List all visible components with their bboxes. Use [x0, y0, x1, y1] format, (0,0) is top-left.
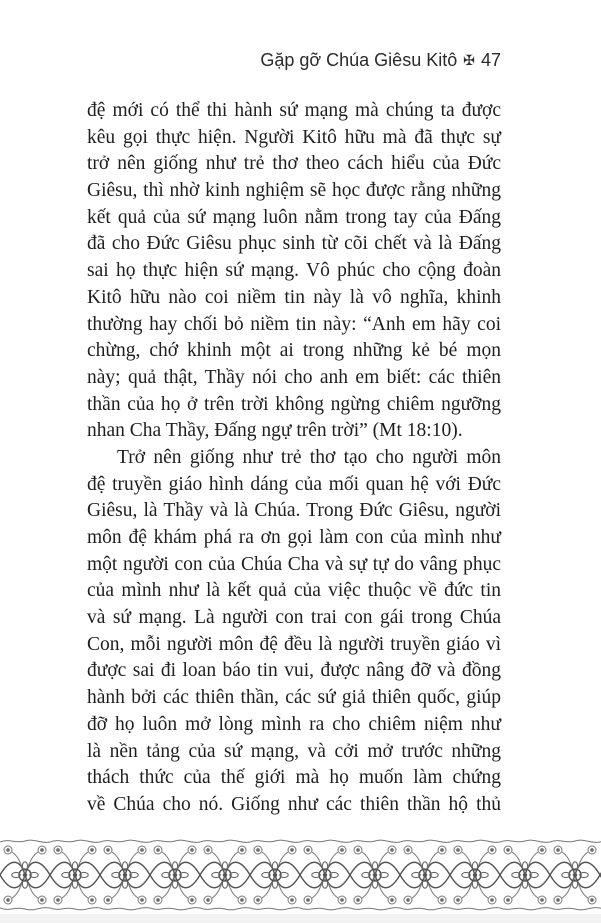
text-line: trở nên giống như trẻ thơ theo cách hiểu của Đức: [87, 153, 501, 175]
text-line: chừng, chớ khinh một ai trong những kẻ bé mọn: [87, 340, 501, 362]
text-line: Kitô hữu nào coi niềm tin này là vô nghĩa, khinh: [87, 286, 501, 308]
text-line: một người con của Chúa Cha và sự tự do vâng phục: [87, 553, 501, 575]
page-bottom-edge: [0, 914, 601, 923]
text-line: Giêsu, là Thầy và là Chúa. Trong Đức Giêsu, người: [87, 500, 501, 522]
text-line: và sứ mạng. Là người con trai con gái trong Chúa: [87, 607, 501, 629]
book-title: Gặp gỡ Chúa Giêsu Kitô: [260, 50, 458, 70]
text-line: kết quả của sứ mạng luôn nằm trong tay của Đấng: [87, 206, 501, 228]
text-line: thách thức của thế giới mà họ muốn làm chứng: [87, 767, 501, 789]
text-line: là nền tảng của sứ mạng, và cởi mở trước những: [87, 740, 501, 762]
text-line: đệ mới có thể thi hành sứ mạng mà chúng ta được: [87, 100, 501, 121]
text-line: của mình như là kết quả của việc thuộc về đức tin: [87, 580, 501, 602]
text-line: được sai đi loan báo tin vui, được nâng đỡ và đồng: [87, 660, 501, 682]
text-line: thần của họ ở trên trời không ngừng chiêm ngưỡng: [87, 393, 501, 415]
maltese-cross-icon: ✠: [463, 52, 475, 68]
text-line: này; quả thật, Thầy nói cho anh em biết: các thiên: [87, 366, 501, 388]
text-line: kêu gọi thực hiện. Người Kitô hữu mà đã thực sự: [87, 126, 501, 148]
text-line: đệ truyền giáo hình dáng của mối quan hệ với Đức: [87, 473, 501, 495]
text-line: thường hay chối bỏ niềm tin này: “Anh em hãy coi: [87, 313, 501, 335]
page-body: [87, 98, 501, 819]
text-line: Giêsu, thì nhờ kinh nghiệm sẽ học được rằng những: [87, 180, 501, 202]
page-number: 47: [480, 50, 501, 70]
text-line: nhan Cha Thầy, Đấng ngự trên trời” (Mt 18:10).: [87, 420, 463, 442]
floral-border-icon: [0, 836, 601, 914]
text-line: đỡ họ luôn mở lòng mình ra cho chiêm niệm như: [87, 713, 501, 735]
text-line: đã cho Đức Giêsu phục sinh từ cõi chết và là Đấng: [87, 233, 501, 255]
text-line: Trở nên giống như trẻ thơ tạo cho người môn: [117, 446, 501, 468]
text-line: sai họ thực hiện sứ mạng. Vô phúc cho cộng đoàn: [87, 260, 501, 282]
text-line: về Chúa cho nó. Giống như các thiên thần hộ thủ: [87, 793, 501, 815]
running-header: [260, 50, 501, 71]
text-line: môn đệ khám phá ra ơn gọi làm con của mình như: [87, 527, 501, 548]
text-line: hành bởi các thiên thần, các sứ giả thiên quốc, giúp: [87, 687, 501, 709]
text-line: Con, mỗi người môn đệ đều là người truyền giáo vì: [87, 633, 501, 655]
